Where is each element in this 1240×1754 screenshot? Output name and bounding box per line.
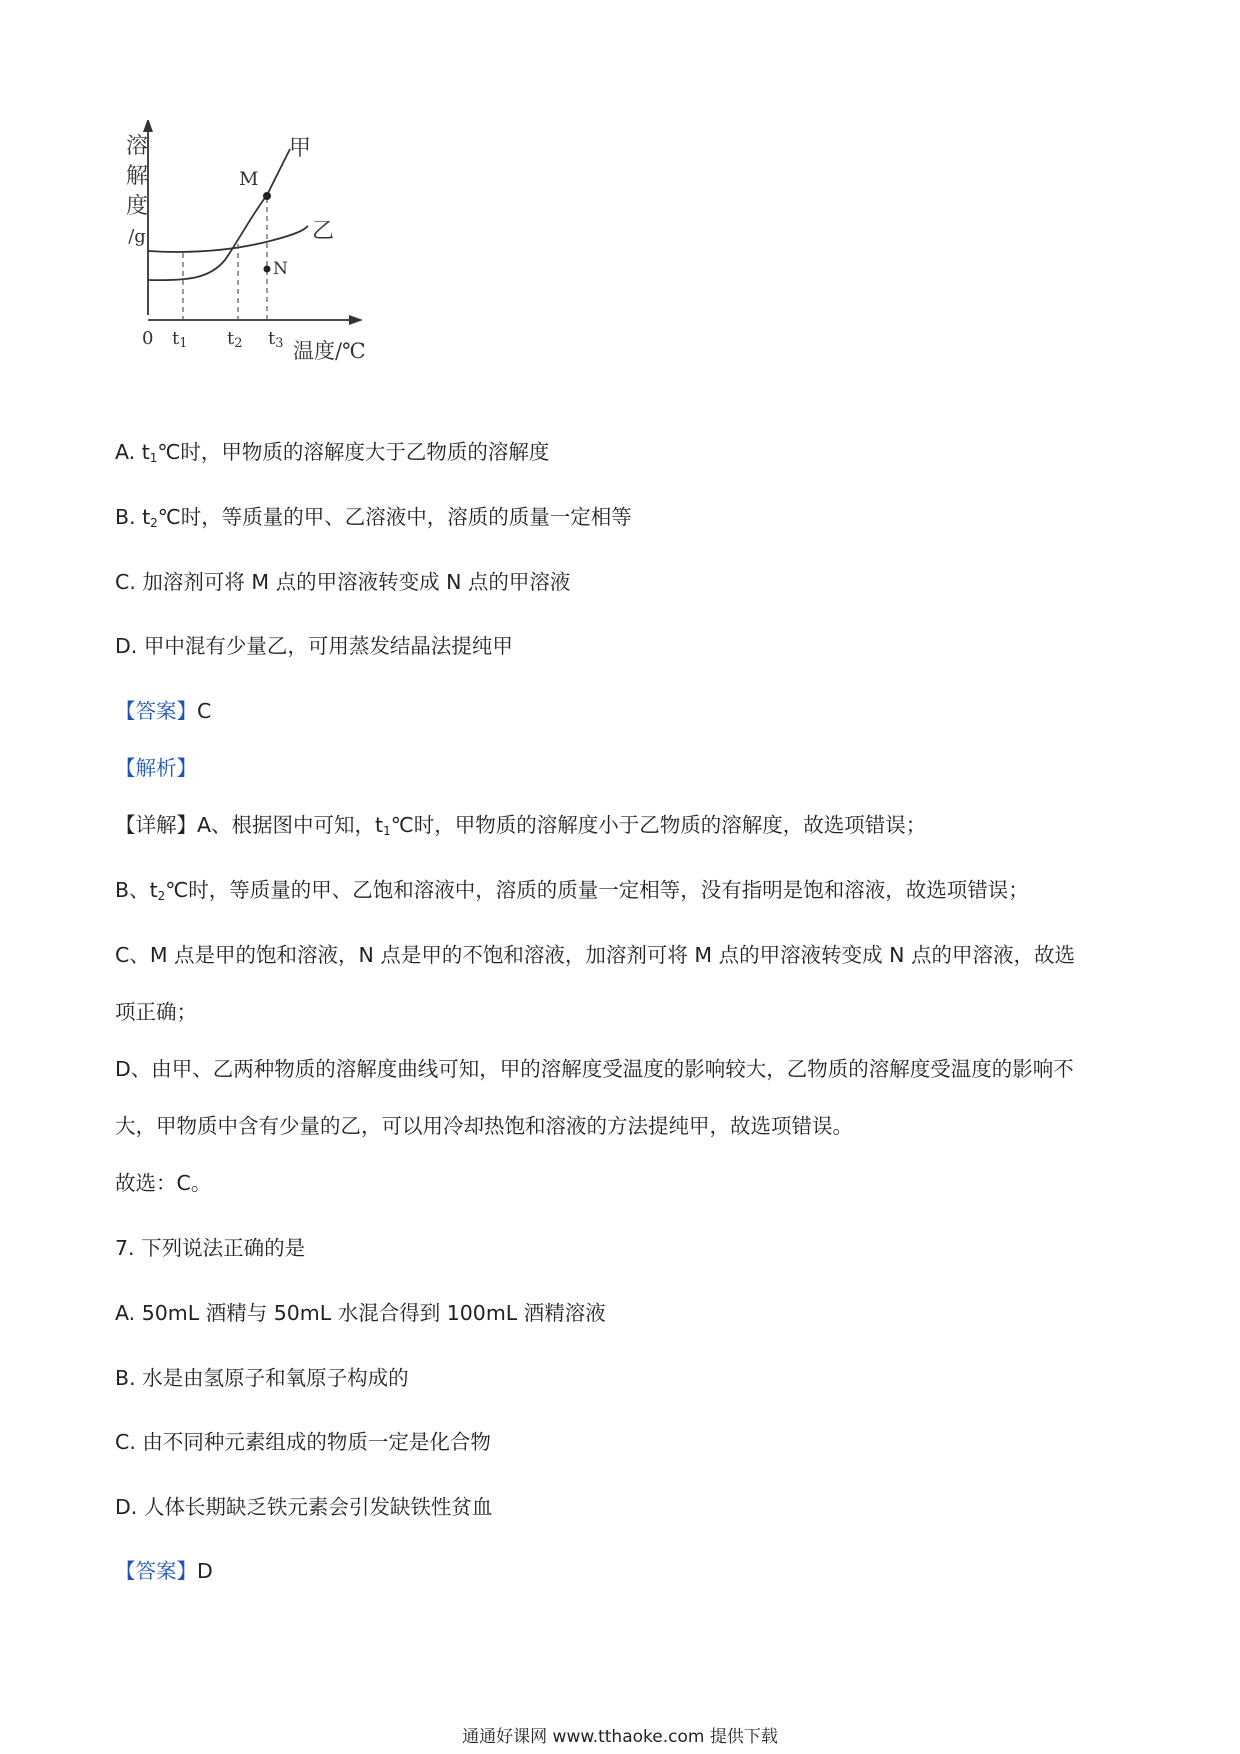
origin-label: 0 xyxy=(142,328,154,349)
q6-conclusion: 故选：C。 xyxy=(115,1171,212,1195)
q6-detail-c-line2: 项正确； xyxy=(115,1000,197,1024)
q6-detail-d-line1: D、由甲、乙两种物质的溶解度曲线可知，甲的溶解度受温度的影响较大，乙物质的溶解度受温度的影响不 xyxy=(115,1057,1074,1081)
solubility-figure xyxy=(115,120,425,410)
curve-jia xyxy=(148,149,290,280)
q6-option-d: D. 甲中混有少量乙，可用蒸发结晶法提纯甲 xyxy=(115,634,513,658)
q6-detail-b: B、$t_2℃$时，等质量的甲、乙饱和溶液中，溶质的质量一定相等，没有指明是饱和溶液，故选项错误； xyxy=(115,878,1029,903)
point-m xyxy=(263,192,271,200)
series-label-jia: 甲 xyxy=(289,136,312,161)
q6-answer xyxy=(115,697,211,725)
x-axis-label: 温度/℃ xyxy=(293,339,366,363)
q6-option-b: B. $t_2℃$时，等质量的甲、乙溶液中，溶质的质量一定相等 xyxy=(115,505,632,530)
tick-t3: $t_3$ xyxy=(268,328,284,351)
q7-option-a: A. 50mL 酒精与 50mL 水混合得到 100mL 酒精溶液 xyxy=(115,1301,606,1325)
page-footer: 通通好课网 www.tthaoke.com 提供下载 xyxy=(462,1727,778,1747)
y-label-char: 度 xyxy=(125,194,148,219)
series-label-yi: 乙 xyxy=(312,219,335,244)
y-label-char: /g xyxy=(128,226,146,247)
detail-tag: 【详解】 xyxy=(115,813,197,837)
q6-detail-d-line2: 大，甲物质中含有少量的乙，可以用冷却热饱和溶液的方法提纯甲，故选项错误。 xyxy=(115,1114,853,1138)
point-label-m: M xyxy=(239,168,259,190)
tick-t1: $t_1$ xyxy=(172,328,188,351)
y-axis-arrow xyxy=(143,120,153,132)
solubility-curves xyxy=(115,120,425,410)
point-label-n: N xyxy=(273,259,288,279)
q6-detail-a: 【详解】A、根据图中可知，$t_1℃$时，甲物质的溶解度小于乙物质的溶解度，故选项错误； xyxy=(115,813,927,838)
q7-option-c: C. 由不同种元素组成的物质一定是化合物 xyxy=(115,1430,491,1454)
y-label-char: 溶 xyxy=(125,134,148,159)
analysis-tag: 【解析】 xyxy=(115,756,197,780)
answer-tag: 【答案】 xyxy=(115,1559,197,1583)
q7-option-b: B. 水是由氢原子和氧原子构成的 xyxy=(115,1366,409,1390)
q7-stem: 7. 下列说法正确的是 xyxy=(115,1236,306,1260)
curve-yi xyxy=(148,226,308,252)
y-axis-label xyxy=(125,132,149,252)
q6-option-c: C. 加溶剂可将 M 点的甲溶液转变成 N 点的甲溶液 xyxy=(115,570,571,594)
q7-option-d: D. 人体长期缺乏铁元素会引发缺铁性贫血 xyxy=(115,1495,493,1519)
q7-answer xyxy=(115,1557,213,1585)
q6-analysis-heading xyxy=(115,754,197,782)
x-axis-arrow xyxy=(349,315,363,325)
answer-tag: 【答案】 xyxy=(115,699,197,723)
y-label-char: 解 xyxy=(125,164,148,189)
point-n xyxy=(264,266,271,273)
q6-detail-c-line1: C、M 点是甲的饱和溶液，N 点是甲的不饱和溶液，加溶剂可将 M 点的甲溶液转变成 N 点的甲溶液，故选 xyxy=(115,943,1075,967)
q6-option-a: A. $t_1℃$时，甲物质的溶解度大于乙物质的溶解度 xyxy=(115,440,550,465)
answer-value: C xyxy=(197,699,212,723)
tick-t2: $t_2$ xyxy=(227,328,243,351)
answer-value: D xyxy=(197,1559,213,1583)
